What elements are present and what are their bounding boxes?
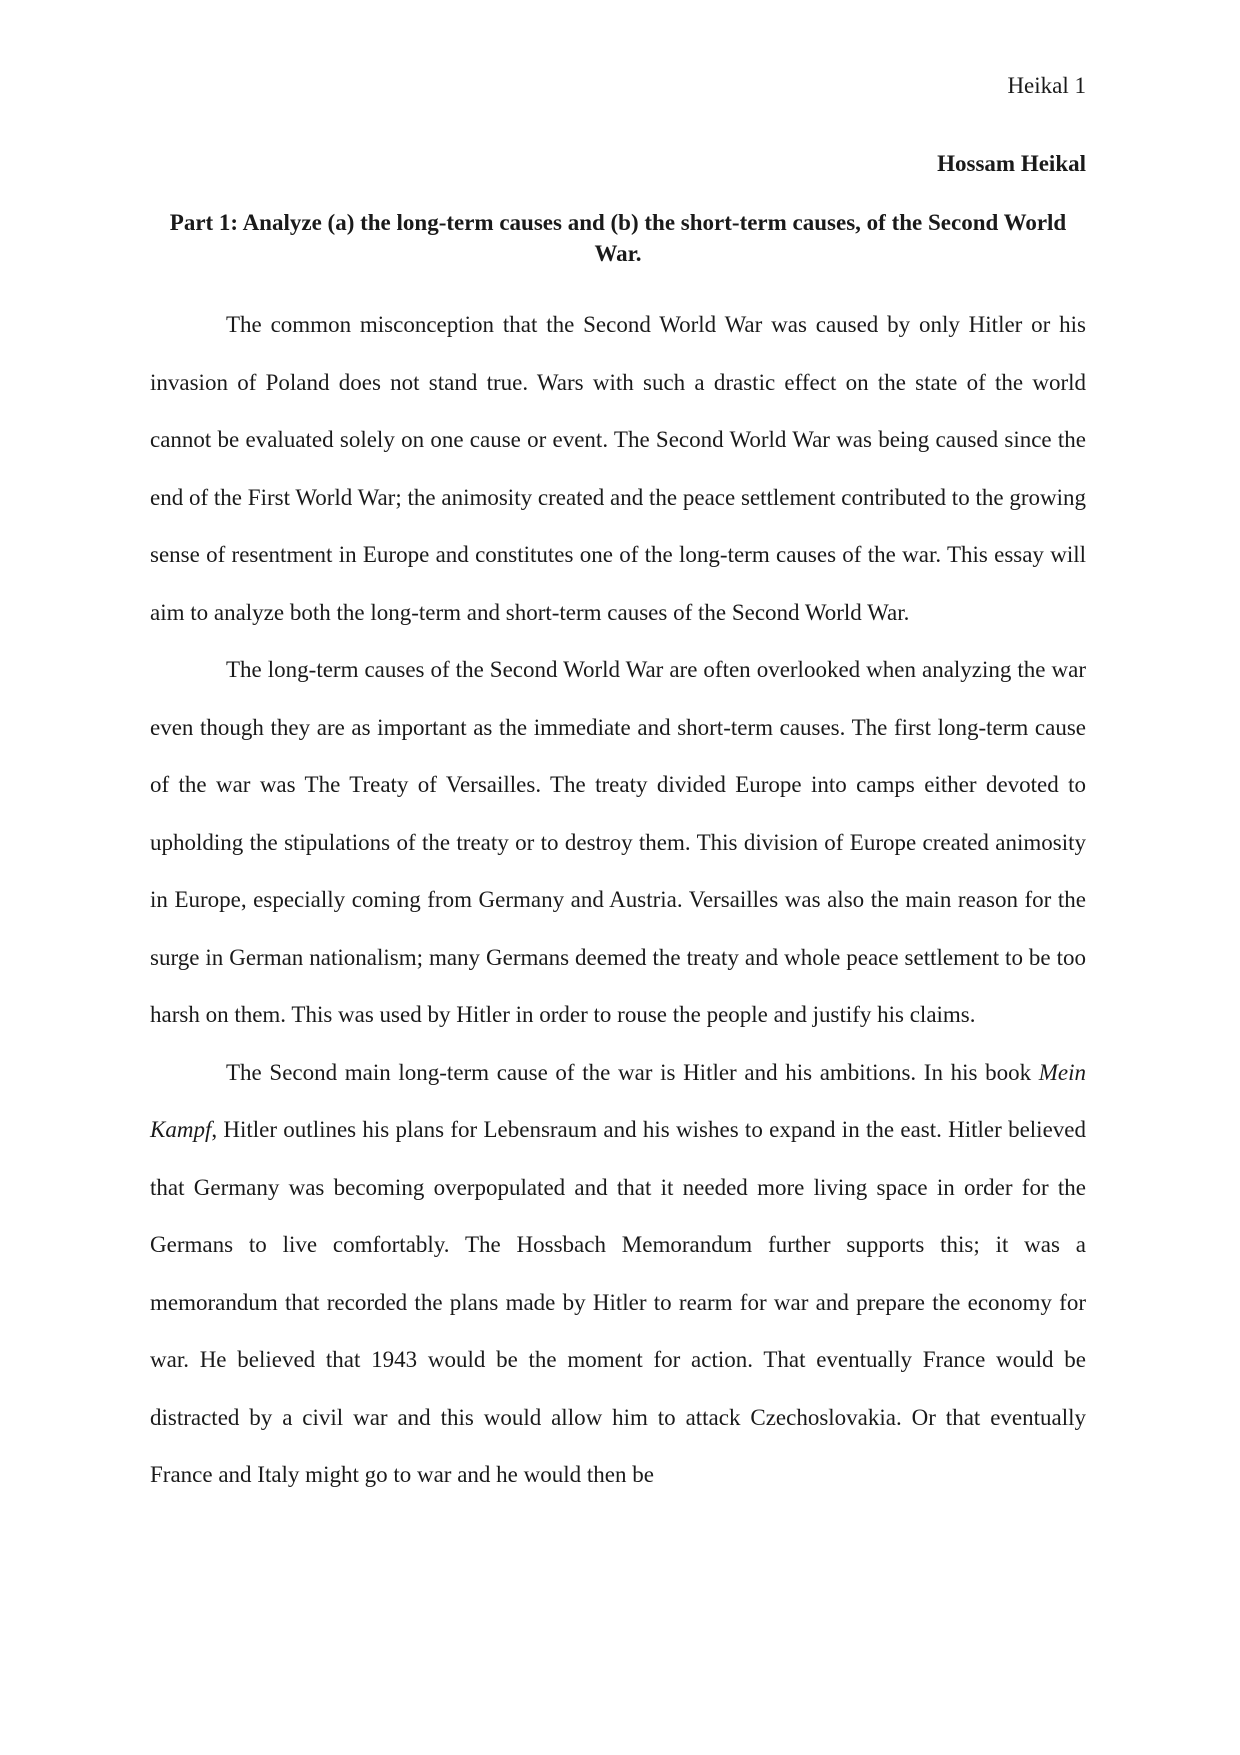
book-title: Mein Kampf — [150, 1059, 1086, 1142]
essay-body — [150, 296, 1086, 1504]
essay-title: Part 1: Analyze (a) the long-term causes and (b) the short-term causes, of the Second World War. — [169, 210, 1067, 266]
paragraph-3 — [150, 1044, 1086, 1504]
paragraph-2: The long-term causes of the Second World War are often overlooked when analyzing the war even though they are as important as the immediate and short-term causes. The first long-term cause of the war was The Treaty of Versailles. The treaty divided Europe into camps either devoted to upholding the stipulations of the treaty or to destroy them. This division of Europe created animosity in Europe, especially coming from Germany and Austria. Versailles was also the main reason for the surge in German nationalism; many Germans deemed the treaty and whole peace settlement to be too harsh on them. This was used by Hitler in order to rouse the people and justify his claims. — [150, 657, 1086, 1027]
author-name: Hossam Heikal — [937, 151, 1086, 176]
paragraph-1: The common misconception that the Second World War was caused by only Hitler or his invasion of Poland does not stand true. Wars with such a drastic effect on the state of the world cannot be evaluated solely on one cause or event. The Second World War was being caused since the end of the First World War; the animosity created and the peace settlement contributed to the growing sense of resentment in Europe and constitutes one of the long-term causes of the war. This essay will aim to analyze both the long-term and short-term causes of the Second World War. — [150, 312, 1086, 625]
running-head: Heikal 1 — [1007, 73, 1086, 98]
paragraph-3-lead: The Second main long-term cause of the war is Hitler and his ambitions. In his book — [226, 1059, 1039, 1085]
paragraph-3-rest: , Hitler outlines his plans for Lebensraum and his wishes to expand in the east. Hitler believed that Germany was becoming overpopulated and that it needed more living space in order for the Germans to live comfortably. The Hossbach Memorandum further supports this; it was a memorandum that recorded the plans made by Hitler to rearm for war and prepare the economy for war. He believed that 1943 would be the moment for action. That eventually France would be distracted by a civil war and this would allow him to attack Czechoslovakia. Or that eventually France and Italy might go to war and he would then be — [150, 1117, 1086, 1487]
